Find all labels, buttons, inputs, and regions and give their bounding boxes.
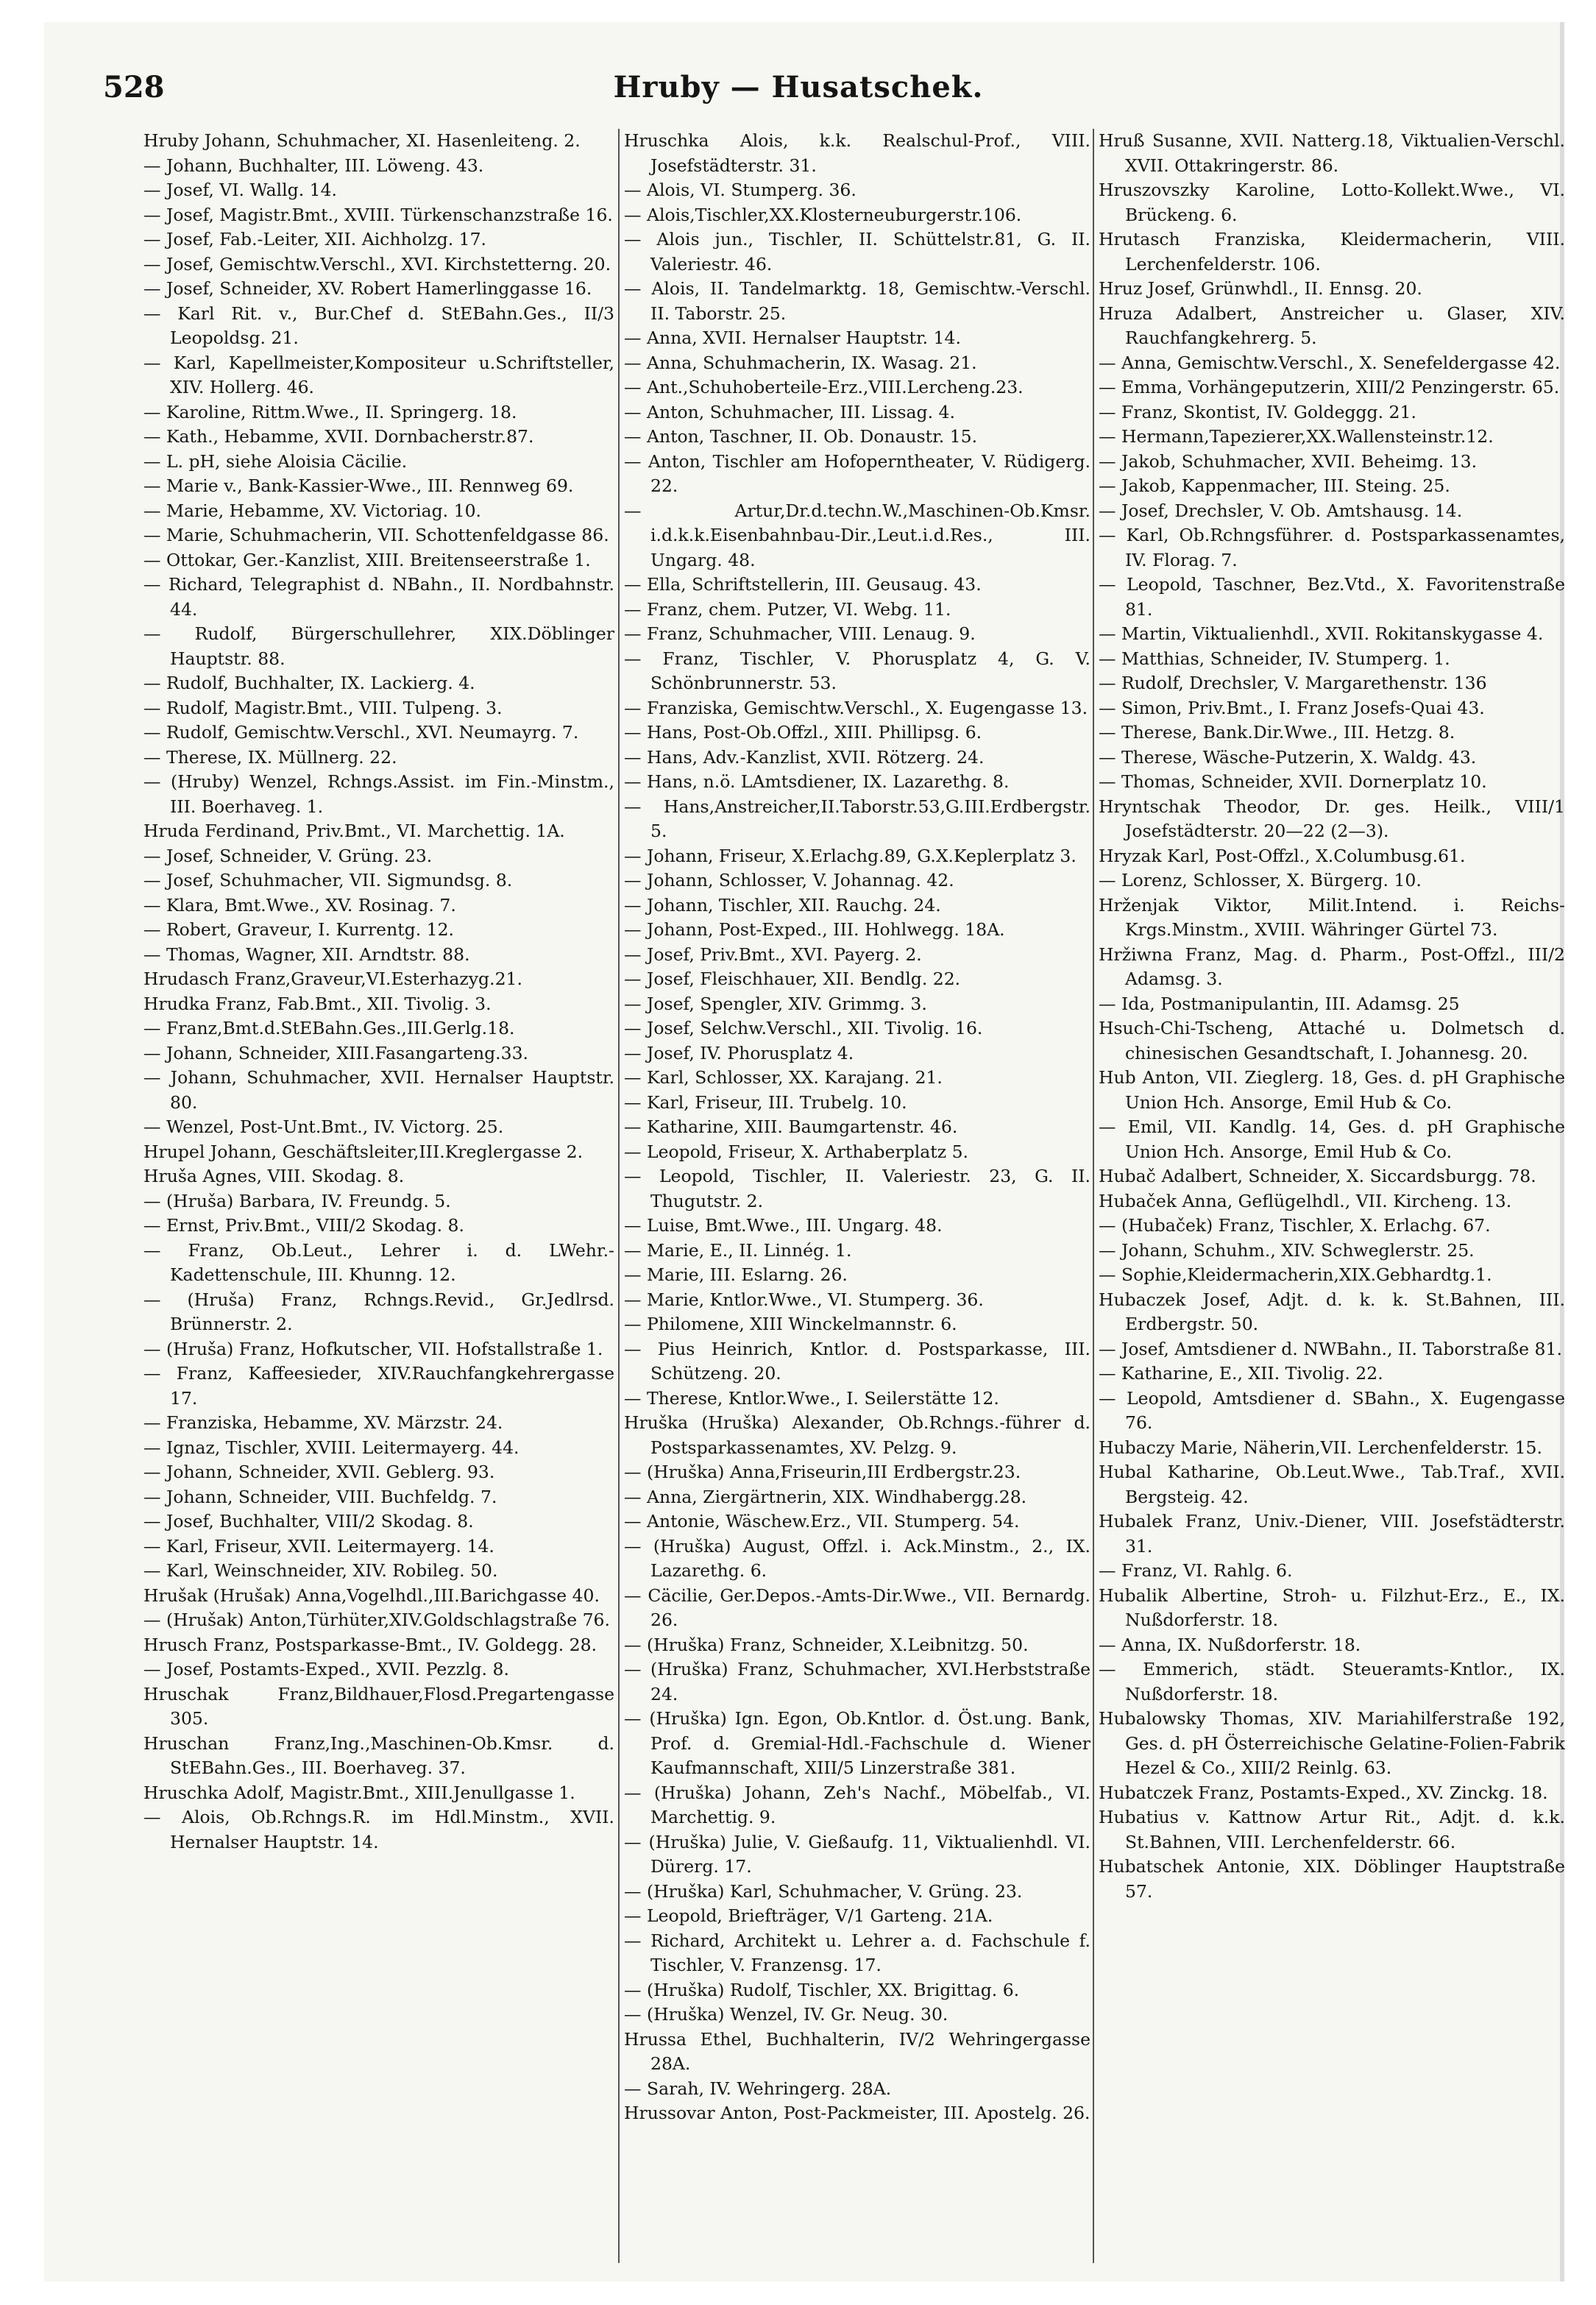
directory-entry: — (Hruška) Johann, Zeh's Nachf., Möbelfab., VI. Marchettig. 9. bbox=[624, 1782, 1090, 1827]
directory-entry: — Robert, Graveur, I. Kurrentg. 12. bbox=[143, 919, 455, 940]
directory-entry: — Luise, Bmt.Wwe., III. Ungarg. 48. bbox=[624, 1215, 943, 1236]
directory-entry: — Hans,Anstreicher,II.Taborstr.53,G.III.Erdbergstr. 5. bbox=[624, 796, 1090, 841]
directory-entry: — Ottokar, Ger.-Kanzlist, XIII. Breitenseerstraße 1. bbox=[143, 549, 591, 570]
directory-entry: — Karl Rit. v., Bur.Chef d. StEBahn.Ges., II/3 Leopoldsg. 21. bbox=[143, 302, 614, 348]
directory-entry: Hrusch Franz, Postsparkasse-Bmt., IV. Goldegg. 28. bbox=[143, 1634, 597, 1655]
directory-entry: — Ignaz, Tischler, XVIII. Leitermayerg. 44. bbox=[143, 1437, 519, 1458]
directory-entry: — Josef, Selchw.Verschl., XII. Tivolig. 16. bbox=[624, 1018, 983, 1038]
directory-entry: — Josef, Schuhmacher, VII. Sigmundsg. 8. bbox=[143, 870, 513, 891]
directory-entry: — Franz,Bmt.d.StEBahn.Ges.,III.Gerlg.18. bbox=[143, 1018, 515, 1038]
directory-entry: — Hans, n.ö. LAmtsdiener, IX. Lazarethg. 8. bbox=[624, 771, 1010, 792]
directory-entry: — Marie, E., II. Linnég. 1. bbox=[624, 1239, 852, 1261]
directory-entry: — Johann, Schuhm., XIV. Schweglerstr. 25. bbox=[1099, 1239, 1475, 1261]
directory-entry: — Rudolf, Magistr.Bmt., VIII. Tulpeng. 3. bbox=[143, 697, 503, 718]
directory-entry: — Thomas, Wagner, XII. Arndtstr. 88. bbox=[143, 943, 470, 965]
directory-entry: — Josef, Fleischhauer, XII. Bendlg. 22. bbox=[624, 969, 961, 989]
directory-entry: — Simon, Priv.Bmt., I. Franz Josefs-Quai 43. bbox=[1099, 697, 1485, 718]
directory-entry: — (Hruby) Wenzel, Rchngs.Assist. im Fin.-Minstm., III. Boerhaveg. 1. bbox=[143, 771, 614, 817]
directory-entry: — Josef, Spengler, XIV. Grimmg. 3. bbox=[624, 993, 927, 1014]
directory-entry: — Johann, Schneider, XVII. Geblerg. 93. bbox=[143, 1462, 495, 1482]
directory-entry: — Lorenz, Schlosser, X. Bürgerg. 10. bbox=[1099, 870, 1422, 891]
directory-entry: — Marie v., Bank-Kassier-Wwe., III. Rennweg 69. bbox=[143, 475, 574, 496]
directory-entry: Hsuch-Chi-Tscheng, Attaché u. Dolmetsch d. chinesischen Gesandtschaft, I. Johannesg. 20. bbox=[1099, 1018, 1565, 1063]
directory-entry: — Klara, Bmt.Wwe., XV. Rosinag. 7. bbox=[143, 894, 456, 916]
directory-entry: — Antonie, Wäschew.Erz., VII. Stumperg. 54. bbox=[624, 1511, 1020, 1532]
directory-entry: — Josef, Schneider, V. Grüng. 23. bbox=[143, 845, 433, 866]
directory-entry: Hruschan Franz,Ing.,Maschinen-Ob.Kmsr. d. StEBahn.Ges., III. Boerhaveg. 37. bbox=[143, 1732, 614, 1778]
directory-entry: — Josef, Buchhalter, VIII/2 Skodag. 8. bbox=[143, 1511, 474, 1532]
directory-entry: — Martin, Viktualienhdl., XVII. Rokitanskygasse 4. bbox=[1099, 623, 1544, 644]
directory-entry: Hubač Adalbert, Schneider, X. Siccardsburgg. 78. bbox=[1099, 1166, 1536, 1186]
directory-entry: — Johann, Schneider, VIII. Buchfeldg. 7. bbox=[143, 1486, 497, 1507]
column-1 bbox=[143, 129, 614, 2263]
directory-entry: — (Hruška) Franz, Schuhmacher, XVI.Herbststraße 24. bbox=[624, 1659, 1090, 1704]
directory-entry: Hruša Agnes, VIII. Skodag. 8. bbox=[143, 1166, 405, 1186]
directory-entry: Hruza Adalbert, Anstreicher u. Glaser, XIV. Rauchfangkehrerg. 5. bbox=[1099, 302, 1565, 348]
directory-entry: Hrutasch Franziska, Kleidermacherin, VIII. Lerchenfelderstr. 106. bbox=[1099, 229, 1565, 275]
directory-entry: — Therese, IX. Müllnerg. 22. bbox=[143, 746, 397, 768]
directory-entry: — Marie, III. Eslarng. 26. bbox=[624, 1264, 848, 1285]
directory-entry: — Johann, Buchhalter, III. Löweng. 43. bbox=[143, 155, 484, 176]
directory-entry: — Franz, Ob.Leut., Lehrer i. d. LWehr.-Kadettenschule, III. Khunng. 12. bbox=[143, 1239, 614, 1285]
page-number: 528 bbox=[103, 70, 165, 105]
directory-entry: — Franz, chem. Putzer, VI. Webg. 11. bbox=[624, 598, 951, 620]
directory-entry: — Alois, VI. Stumperg. 36. bbox=[624, 180, 856, 200]
directory-entry: Hryntschak Theodor, Dr. ges. Heilk., VIII/1 Josefstädterstr. 20—22 (2—3). bbox=[1099, 796, 1565, 841]
directory-entry: Hruz Josef, Grünwhdl., II. Ennsg. 20. bbox=[1099, 278, 1422, 299]
directory-entry: — Rudolf, Drechsler, V. Margarethenstr. 136 bbox=[1099, 673, 1487, 693]
directory-entry: Hruby Johann, Schuhmacher, XI. Hasenleiteng. 2. bbox=[143, 130, 581, 151]
directory-entry: — Karl, Friseur, XVII. Leitermayerg. 14. bbox=[143, 1535, 494, 1557]
directory-entry: — Anna, IX. Nußdorferstr. 18. bbox=[1099, 1634, 1361, 1655]
directory-entry: — Leopold, Tischler, II. Valeriestr. 23, G. II. Thugutstr. 2. bbox=[624, 1166, 1090, 1211]
directory-entry: — Emmerich, städt. Steueramts-Kntlor., IX. Nußdorferstr. 18. bbox=[1099, 1659, 1565, 1704]
directory-entry: Hrušak (Hrušak) Anna,Vogelhdl.,III.Barichgasse 40. bbox=[143, 1585, 600, 1606]
directory-entry: Hubalowsky Thomas, XIV. Mariahilferstraße 192, Ges. d. pH Österreichische Gelatine-Folien-Fabrik Hezel & Co., XIII/2 Reinlg. 63. bbox=[1099, 1708, 1565, 1778]
directory-entry: — Therese, Kntlor.Wwe., I. Seilerstätte 12. bbox=[624, 1387, 999, 1409]
directory-entry: — Anna, Ziergärtnerin, XIX. Windhabergg.28. bbox=[624, 1486, 1027, 1507]
directory-entry: Hruß Susanne, XVII. Natterg.18, Viktualien-Verschl. XVII. Ottakringerstr. 86. bbox=[1099, 130, 1565, 176]
directory-entry: — (Hruška) Karl, Schuhmacher, V. Grüng. 23. bbox=[624, 1880, 1023, 1902]
directory-entry: — Hermann,Tapezierer,XX.Wallensteinstr.12. bbox=[1099, 426, 1494, 447]
directory-entry: — Leopold, Amtsdiener d. SBahn., X. Eugengasse 76. bbox=[1099, 1387, 1565, 1433]
directory-entry: — Artur,Dr.d.techn.W.,Maschinen-Ob.Kmsr. i.d.k.k.Eisenbahnbau-Dir.,Leut.i.d.Res., III. Ungarg. 48. bbox=[624, 500, 1090, 570]
directory-entry: — Emil, VII. Kandlg. 14, Ges. d. pH Graphische Union Hch. Ansorge, Emil Hub & Co. bbox=[1099, 1116, 1565, 1162]
directory-entry: — (Hruška) Julie, V. Gießaufg. 11, Viktualienhdl. VI. Dürerg. 17. bbox=[624, 1831, 1090, 1877]
directory-entry: Hrudka Franz, Fab.Bmt., XII. Tivolig. 3. bbox=[143, 993, 492, 1014]
directory-entry: Hruschak Franz,Bildhauer,Flosd.Pregartengasse 305. bbox=[143, 1683, 614, 1729]
directory-entry: — Hans, Post-Ob.Offzl., XIII. Phillipsg. 6. bbox=[624, 722, 982, 743]
directory-entry: — Franz, Tischler, V. Phorusplatz 4, G. V. Schönbrunnerstr. 53. bbox=[624, 648, 1090, 693]
directory-entry: — Rudolf, Gemischtw.Verschl., XVI. Neumayrg. 7. bbox=[143, 722, 579, 743]
directory-entry: — Franz, Schuhmacher, VIII. Lenaug. 9. bbox=[624, 623, 976, 644]
directory-entry: — (Hruška) Ign. Egon, Ob.Kntlor. d. Öst.ung. Bank, Prof. d. Gremial-Hdl.-Fachschule d. Wiener Kaufmannschaft, XIII/5 Linzerstraße 381. bbox=[624, 1708, 1090, 1778]
directory-entry: — Franz, Skontist, IV. Goldeggg. 21. bbox=[1099, 401, 1416, 422]
directory-entry: — (Hruška) Anna,Friseurin,III Erdbergstr.23. bbox=[624, 1462, 1021, 1482]
directory-entry: — Johann, Schuhmacher, XVII. Hernalser Hauptstr. 80. bbox=[143, 1067, 614, 1113]
column-3 bbox=[1093, 129, 1565, 2263]
directory-entry: — Richard, Architekt u. Lehrer a. d. Fachschule f. Tischler, V. Franzensg. 17. bbox=[624, 1930, 1090, 1975]
directory-entry: — Thomas, Schneider, XVII. Dornerplatz 10. bbox=[1099, 771, 1487, 792]
directory-entry: — Jakob, Schuhmacher, XVII. Beheimg. 13. bbox=[1099, 450, 1478, 472]
directory-entry: — Anton, Schuhmacher, III. Lissag. 4. bbox=[624, 401, 955, 422]
directory-entry: Hruszovszky Karoline, Lotto-Kollekt.Wwe., VI. Brückeng. 6. bbox=[1099, 180, 1565, 225]
directory-entry: Hrženjak Viktor, Milit.Intend. i. Reichs-Krgs.Minstm., XVIII. Währinger Gürtel 73. bbox=[1099, 894, 1565, 940]
directory-entry: Hubal Katharine, Ob.Leut.Wwe., Tab.Traf., XVII. Bergsteig. 42. bbox=[1099, 1462, 1565, 1507]
directory-entry: — Anna, Schuhmacherin, IX. Wasag. 21. bbox=[624, 352, 977, 373]
directory-entry: — Alois,Tischler,XX.Klosterneuburgerstr.106. bbox=[624, 204, 1022, 225]
directory-entry: Hubalek Franz, Univ.-Diener, VIII. Josefstädterstr. 31. bbox=[1099, 1511, 1565, 1557]
directory-entry: Hubatschek Antonie, XIX. Döblinger Hauptstraße 57. bbox=[1099, 1856, 1565, 1902]
directory-entry: — Josef, Drechsler, V. Ob. Amtshausg. 14. bbox=[1099, 500, 1463, 521]
directory-entry: — Cäcilie, Ger.Depos.-Amts-Dir.Wwe., VII. Bernardg. 26. bbox=[624, 1585, 1090, 1630]
directory-entry: — Leopold, Briefträger, V/1 Garteng. 21A. bbox=[624, 1905, 993, 1926]
directory-entry: — Johann, Friseur, X.Erlachg.89, G.X.Keplerplatz 3. bbox=[624, 845, 1077, 866]
directory-entry: — Ella, Schriftstellerin, III. Geusaug. 43. bbox=[624, 574, 982, 595]
running-title: Hruby — Husatschek. bbox=[613, 70, 984, 105]
directory-entry: — Sophie,Kleidermacherin,XIX.Gebhardtg.1. bbox=[1099, 1264, 1492, 1285]
directory-entry: Hruda Ferdinand, Priv.Bmt., VI. Marchettig. 1A. bbox=[143, 821, 565, 841]
directory-entry: — Ida, Postmanipulantin, III. Adamsg. 25 bbox=[1099, 993, 1460, 1014]
directory-entry: — Josef, Schneider, XV. Robert Hamerlinggasse 16. bbox=[143, 278, 592, 299]
directory-entry: — Franziska, Gemischtw.Verschl., X. Eugengasse 13. bbox=[624, 697, 1088, 718]
directory-entry: Hrudasch Franz,Graveur,VI.Esterhazyg.21. bbox=[143, 969, 522, 989]
directory-entry: — Franziska, Hebamme, XV. Märzstr. 24. bbox=[143, 1412, 503, 1433]
directory-entry: — Franz, Kaffeesieder, XIV.Rauchfangkehrergasse 17. bbox=[143, 1363, 614, 1409]
directory-entry: — Matthias, Schneider, IV. Stumperg. 1. bbox=[1099, 648, 1450, 669]
directory-entry: Hubatius v. Kattnow Artur Rit., Adjt. d. k.k. St.Bahnen, VIII. Lerchenfelderstr. 66. bbox=[1099, 1807, 1565, 1852]
directory-entry: — Karl, Schlosser, XX. Karajang. 21. bbox=[624, 1067, 943, 1088]
directory-entry: — Johann, Schneider, XIII.Fasangarteng.33. bbox=[143, 1042, 529, 1063]
directory-entry: — (Hruška) Franz, Schneider, X.Leibnitzg. 50. bbox=[624, 1634, 1029, 1655]
directory-entry: — Hans, Adv.-Kanzlist, XVII. Rötzerg. 24. bbox=[624, 746, 985, 768]
directory-columns bbox=[143, 129, 1596, 2263]
directory-entry: Hruschka Adolf, Magistr.Bmt., XIII.Jenullgasse 1. bbox=[143, 1782, 575, 1803]
directory-entry: — Rudolf, Buchhalter, IX. Lackierg. 4. bbox=[143, 673, 475, 693]
directory-entry: — Anna, XVII. Hernalser Hauptstr. 14. bbox=[624, 327, 961, 348]
directory-entry: — Katharine, XIII. Baumgartenstr. 46. bbox=[624, 1116, 958, 1137]
directory-entry: — Karl, Friseur, III. Trubelg. 10. bbox=[624, 1091, 907, 1113]
running-header bbox=[103, 70, 1494, 114]
directory-entry: — Josef, Amtsdiener d. NWBahn., II. Taborstraße 81. bbox=[1099, 1338, 1562, 1359]
directory-entry: — Karl, Ob.Rchngsführer. d. Postsparkassenamtes, IV. Florag. 7. bbox=[1099, 525, 1565, 570]
directory-entry: — (Hrušak) Anton,Türhüter,XIV.Goldschlagstraße 76. bbox=[143, 1610, 610, 1630]
directory-entry: — Anton, Taschner, II. Ob. Donaustr. 15. bbox=[624, 426, 978, 447]
directory-entry: — Karl, Weinschneider, XIV. Robileg. 50. bbox=[143, 1560, 498, 1581]
directory-entry: Hubaczek Josef, Adjt. d. k. k. St.Bahnen, III. Erdbergstr. 50. bbox=[1099, 1289, 1565, 1334]
column-2 bbox=[618, 129, 1090, 2263]
directory-entry: — (Hruša) Franz, Rchngs.Revid., Gr.Jedlrsd. Brünnerstr. 2. bbox=[143, 1289, 614, 1334]
directory-entry: Hržiwna Franz, Mag. d. Pharm., Post-Offzl., III/2 Adamsg. 3. bbox=[1099, 943, 1565, 989]
directory-entry: — Marie, Kntlor.Wwe., VI. Stumperg. 36. bbox=[624, 1289, 984, 1310]
directory-entry: Hryzak Karl, Post-Offzl., X.Columbusg.61. bbox=[1099, 845, 1466, 866]
directory-entry: — (Hruša) Franz, Hofkutscher, VII. Hofstallstraße 1. bbox=[143, 1338, 603, 1359]
directory-entry: — Josef, VI. Wallg. 14. bbox=[143, 180, 338, 200]
directory-entry: — Jakob, Kappenmacher, III. Steing. 25. bbox=[1099, 475, 1450, 496]
directory-entry: — Marie, Schuhmacherin, VII. Schottenfeldgasse 86. bbox=[143, 525, 609, 545]
directory-entry: — Sarah, IV. Wehringerg. 28A. bbox=[624, 2078, 892, 2099]
directory-entry: Hrupel Johann, Geschäftsleiter,III.Kreglergasse 2. bbox=[143, 1141, 584, 1162]
directory-entry: — Franz, VI. Rahlg. 6. bbox=[1099, 1560, 1293, 1581]
directory-entry: Hrussa Ethel, Buchhalterin, IV/2 Wehringergasse 28A. bbox=[624, 2028, 1090, 2074]
directory-entry: — Johann, Schlosser, V. Johannag. 42. bbox=[624, 870, 954, 891]
directory-entry: — Alois jun., Tischler, II. Schüttelstr.81, G. II. Valeriestr. 46. bbox=[624, 229, 1090, 275]
directory-entry: Hub Anton, VII. Zieglerg. 18, Ges. d. pH Graphische Union Hch. Ansorge, Emil Hub & Co. bbox=[1099, 1067, 1565, 1113]
directory-entry: — Karl, Kapellmeister,Kompositeur u.Schriftsteller, XIV. Hollerg. 46. bbox=[143, 352, 614, 397]
directory-entry: — (Hruška) Rudolf, Tischler, XX. Brigittag. 6. bbox=[624, 1979, 1020, 2000]
directory-entry: — Philomene, XIII Winckelmannstr. 6. bbox=[624, 1314, 957, 1334]
directory-entry: — (Hruška) August, Offzl. i. Ack.Minstm., 2., IX. Lazarethg. 6. bbox=[624, 1535, 1090, 1581]
directory-entry: — (Hubaček) Franz, Tischler, X. Erlachg. 67. bbox=[1099, 1215, 1491, 1236]
directory-entry: Hubaček Anna, Geflügelhdl., VII. Kircheng. 13. bbox=[1099, 1190, 1512, 1211]
directory-entry: Hubatczek Franz, Postamts-Exped., XV. Zinckg. 18. bbox=[1099, 1782, 1548, 1803]
directory-entry: — Alois, Ob.Rchngs.R. im Hdl.Minstm., XVII. Hernalser Hauptstr. 14. bbox=[143, 1807, 614, 1852]
directory-entry: — Therese, Wäsche-Putzerin, X. Waldg. 43. bbox=[1099, 746, 1477, 768]
directory-entry: — (Hruša) Barbara, IV. Freundg. 5. bbox=[143, 1190, 451, 1211]
directory-entry: — Josef, IV. Phorusplatz 4. bbox=[624, 1042, 854, 1063]
directory-entry: Hubaczy Marie, Näherin,VII. Lerchenfelderstr. 15. bbox=[1099, 1437, 1542, 1458]
directory-entry: — Marie, Hebamme, XV. Victoriag. 10. bbox=[143, 500, 481, 521]
directory-entry: — Kath., Hebamme, XVII. Dornbacherstr.87. bbox=[143, 426, 534, 447]
directory-entry: — L. pH, siehe Aloisia Cäcilie. bbox=[143, 450, 408, 472]
directory-entry: — Alois, II. Tandelmarktg. 18, Gemischtw.-Verschl. II. Taborstr. 25. bbox=[624, 278, 1090, 324]
directory-entry: — Josef, Gemischtw.Verschl., XVI. Kirchstetterng. 20. bbox=[143, 253, 611, 275]
directory-entry: — Karoline, Rittm.Wwe., II. Springerg. 18. bbox=[143, 401, 517, 422]
directory-entry: Hruška (Hruška) Alexander, Ob.Rchngs.-führer d. Postsparkassenamtes, XV. Pelzg. 9. bbox=[624, 1412, 1090, 1458]
directory-entry: — Leopold, Friseur, X. Arthaberplatz 5. bbox=[624, 1141, 969, 1162]
directory-entry: — Anton, Tischler am Hofoperntheater, V. Rüdigerg. 22. bbox=[624, 450, 1090, 496]
directory-entry: — (Hruška) Wenzel, IV. Gr. Neug. 30. bbox=[624, 2004, 948, 2025]
directory-entry: — Richard, Telegraphist d. NBahn., II. Nordbahnstr. 44. bbox=[143, 574, 614, 620]
directory-entry: Hruschka Alois, k.k. Realschul-Prof., VIII. Josefstädterstr. 31. bbox=[624, 130, 1090, 176]
directory-entry: Hubalik Albertine, Stroh- u. Filzhut-Erz., E., IX. Nußdorferstr. 18. bbox=[1099, 1585, 1565, 1630]
directory-entry: — Josef, Priv.Bmt., XVI. Payerg. 2. bbox=[624, 943, 922, 965]
directory-entry: — Katharine, E., XII. Tivolig. 22. bbox=[1099, 1363, 1383, 1384]
directory-entry: Hrussovar Anton, Post-Packmeister, III. Apostelg. 26. bbox=[624, 2103, 1090, 2123]
directory-entry: — Therese, Bank.Dir.Wwe., III. Hetzg. 8. bbox=[1099, 722, 1455, 743]
directory-entry: — Leopold, Taschner, Bez.Vtd., X. Favoritenstraße 81. bbox=[1099, 574, 1565, 620]
directory-entry: — Wenzel, Post-Unt.Bmt., IV. Victorg. 25. bbox=[143, 1116, 504, 1137]
directory-entry: — Josef, Magistr.Bmt., XVIII. Türkenschanzstraße 16. bbox=[143, 204, 613, 225]
directory-entry: — Pius Heinrich, Kntlor. d. Postsparkasse, III. Schützeng. 20. bbox=[624, 1338, 1090, 1384]
directory-entry: — Emma, Vorhängeputzerin, XIII/2 Penzingerstr. 65. bbox=[1099, 377, 1560, 397]
directory-entry: — Josef, Postamts-Exped., XVII. Pezzlg. 8. bbox=[143, 1659, 509, 1679]
directory-entry: — Ant.,Schuhoberteile-Erz.,VIII.Lercheng.23. bbox=[624, 377, 1024, 397]
directory-entry: — Johann, Tischler, XII. Rauchg. 24. bbox=[624, 894, 941, 916]
directory-entry: — Rudolf, Bürgerschullehrer, XIX.Döblinger Hauptstr. 88. bbox=[143, 623, 614, 669]
directory-entry: — Josef, Fab.-Leiter, XII. Aichholzg. 17. bbox=[143, 229, 487, 249]
directory-entry: — Ernst, Priv.Bmt., VIII/2 Skodag. 8. bbox=[143, 1215, 464, 1236]
directory-entry: — Anna, Gemischtw.Verschl., X. Senefeldergasse 42. bbox=[1099, 352, 1561, 373]
directory-entry: — Johann, Post-Exped., III. Hohlwegg. 18A. bbox=[624, 919, 1005, 940]
